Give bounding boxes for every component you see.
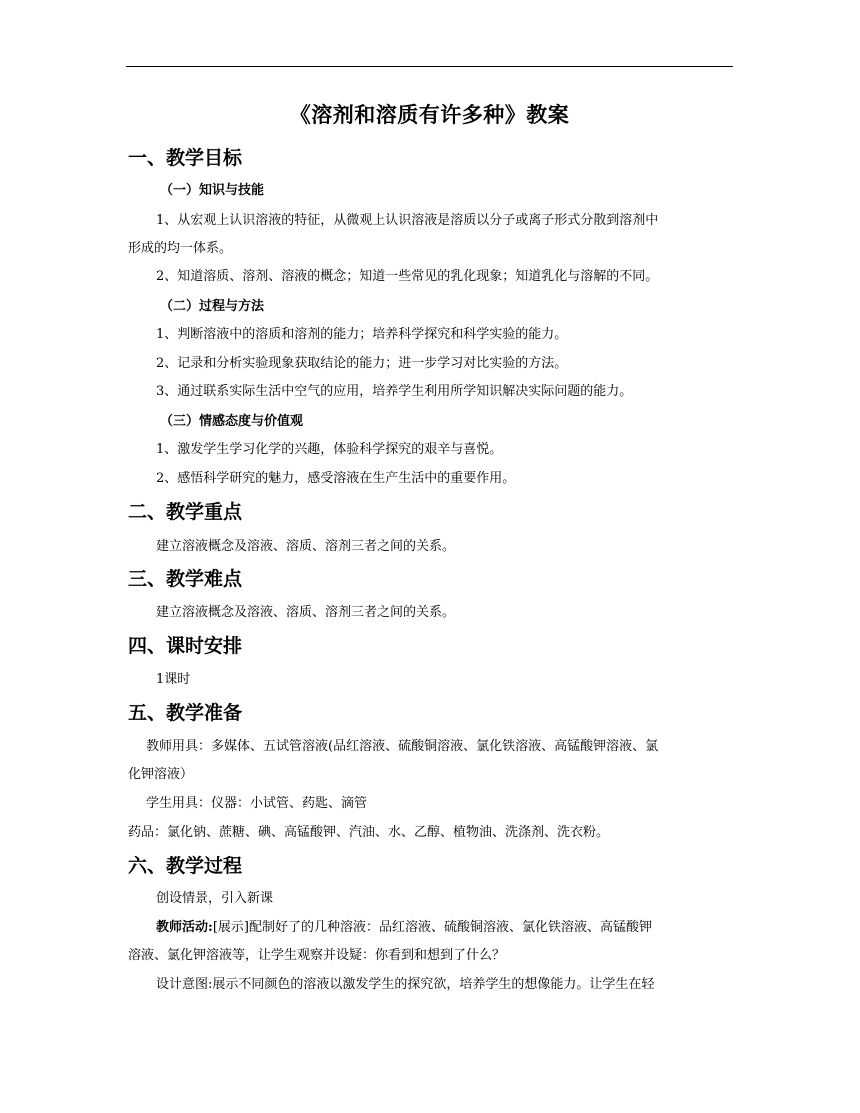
- paragraph: 建立溶液概念及溶液、溶质、溶剂三者之间的关系。: [156, 539, 456, 554]
- section-heading-schedule: 四、课时安排: [128, 635, 243, 657]
- teacher-activity-label: 教师活动:: [156, 920, 213, 935]
- paragraph: 形成的均一体系。: [128, 241, 233, 256]
- section-heading-objectives: 一、教学目标: [128, 147, 243, 169]
- paragraph: [156, 918, 762, 938]
- teacher-activity-text: [展示]配制好了的几种溶液：品红溶液、硫酸铜溶液、氯化铁溶液、高锰酸钾: [212, 920, 652, 935]
- paragraph: 2、感悟科学研究的魅力，感受溶液在生产生活中的重要作用。: [156, 471, 516, 486]
- paragraph: 1课时: [156, 672, 191, 687]
- paragraph: 化钾溶液）: [128, 767, 194, 782]
- subheading-attitudes-values: （三）情感态度与价值观: [160, 414, 304, 429]
- paragraph: 1、判断溶液中的溶质和溶剂的能力；培养科学探究和科学实验的能力。: [156, 327, 568, 342]
- paragraph: 建立溶液概念及溶液、溶质、溶剂三者之间的关系。: [156, 605, 456, 620]
- paragraph: 3、通过联系实际生活中空气的应用，培养学生利用所学知识解决实际问题的能力。: [156, 384, 633, 399]
- paragraph: 溶液、氯化钾溶液等，让学生观察并设疑：你看到和想到了什么？: [128, 948, 506, 963]
- paragraph: 药品：氯化钠、蔗糖、碘、高锰酸钾、汽油、水、乙醇、植物油、洗涤剂、洗衣粉。: [128, 825, 610, 840]
- section-heading-preparation: 五、教学准备: [128, 702, 243, 724]
- subheading-knowledge-skills: （一）知识与技能: [160, 183, 265, 198]
- subheading-process-methods: （二）过程与方法: [160, 299, 265, 314]
- paragraph: 1、激发学生学习化学的兴趣，体验科学探究的艰辛与喜悦。: [156, 442, 503, 457]
- paragraph: 创设情景，引入新课: [156, 891, 274, 906]
- paragraph: 2、知道溶质、溶剂、溶液的概念；知道一些常见的乳化现象；知道乳化与溶解的不同。: [156, 269, 659, 284]
- paragraph: 1、从宏观上认识溶液的特征，从微观上认识溶液是溶质以分子或离子形式分散到溶剂中: [156, 213, 659, 228]
- paragraph: 设计意图:展示不同颜色的溶液以激发学生的探究欲，培养学生的想像能力。让学生在轻: [156, 977, 655, 992]
- header-rule: [126, 66, 733, 67]
- document-title: 《溶剂和溶质有许多种》教案: [289, 103, 570, 127]
- paragraph: 学生用具：仪器：小试管、药匙、滴管: [146, 796, 368, 811]
- section-heading-difficulties: 三、教学难点: [128, 568, 243, 590]
- section-heading-process: 六、教学过程: [128, 855, 243, 877]
- paragraph: 教师用具：多媒体、五试管溶液(品红溶液、硫酸铜溶液、氯化铁溶液、高锰酸钾溶液、氯: [146, 739, 659, 754]
- paragraph: 2、记录和分析实验现象获取结论的能力；进一步学习对比实验的方法。: [156, 356, 568, 371]
- section-heading-key-points: 二、教学重点: [128, 501, 243, 523]
